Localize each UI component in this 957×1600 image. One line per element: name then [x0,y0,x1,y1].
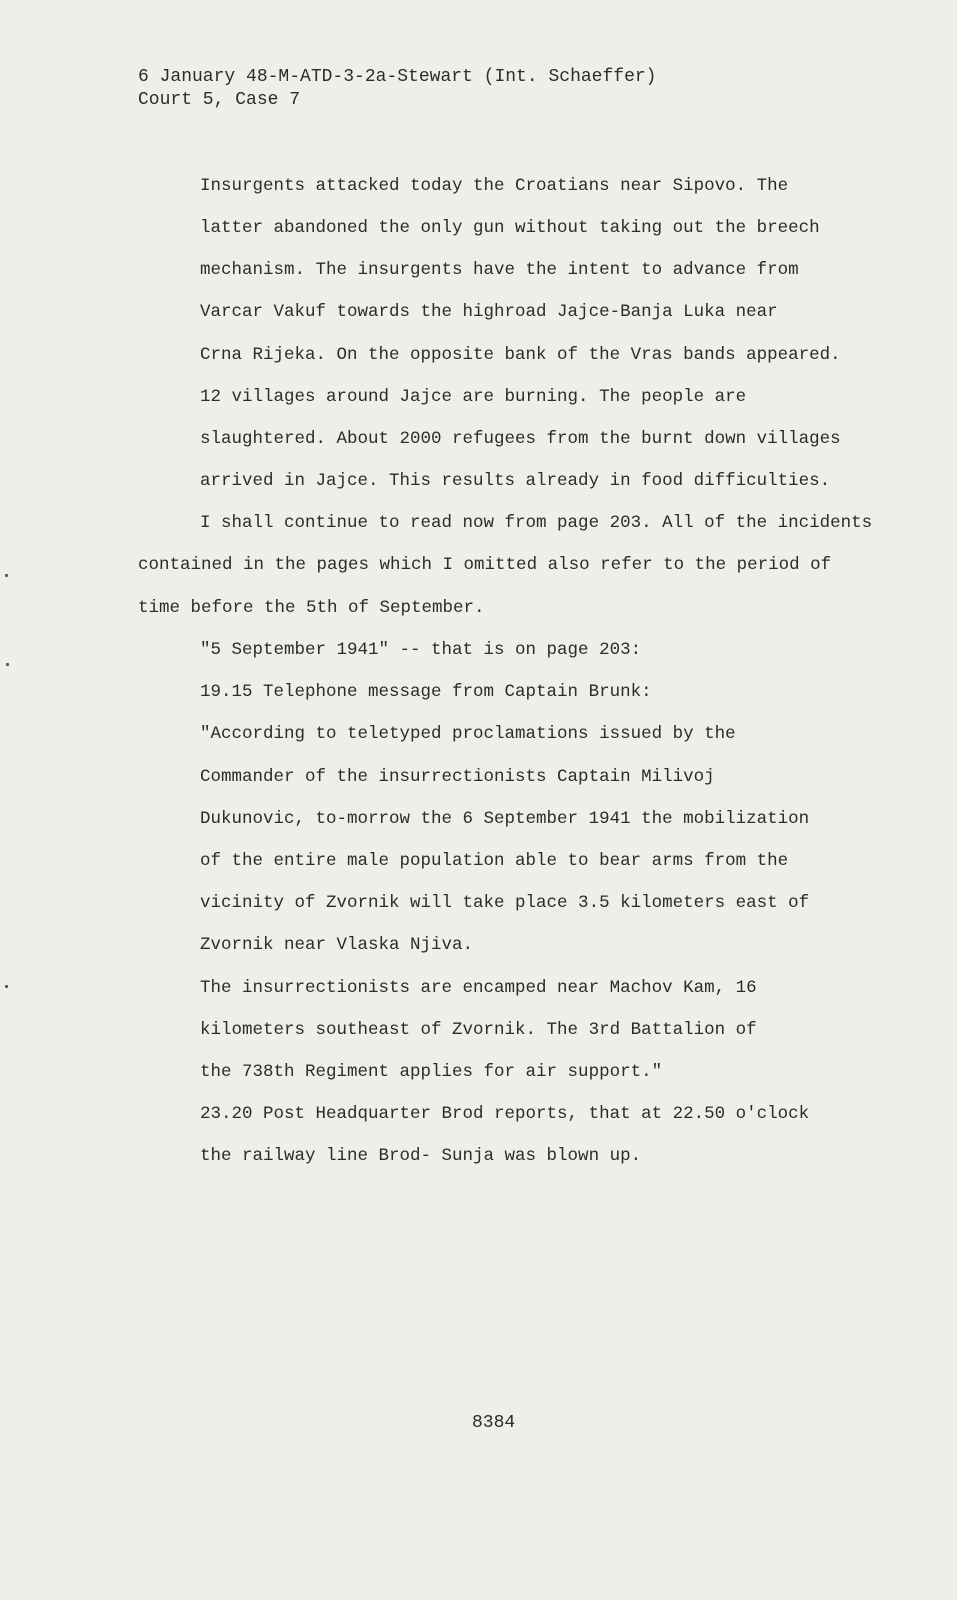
body-line: 23.20 Post Headquarter Brod reports, that at 22.50 o'clock [200,1104,810,1124]
body-line: I shall continue to read now from page 203. All of the incidents [200,513,873,533]
body-line: the railway line Brod- Sunja was blown up. [200,1146,642,1166]
body-line: of the entire male population able to bear arms from the [200,851,789,871]
body-line: the 738th Regiment applies for air support." [200,1062,663,1082]
body-line: "According to teletyped proclamations issued by the [200,724,736,744]
body-line: Zvornik near Vlaska Njiva. [200,935,474,955]
body-line: 19.15 Telephone message from Captain Brunk: [200,682,652,702]
scan-edge-mark [6,663,9,666]
body-line: The insurrectionists are encamped near Machov Kam, 16 [200,978,757,998]
body-line: arrived in Jajce. This results already in food difficulties. [200,471,831,491]
scan-edge-mark [5,985,8,988]
body-line: mechanism. The insurgents have the intent to advance from [200,260,799,280]
body-line: "5 September 1941" -- that is on page 203: [200,640,642,660]
document-header [138,66,656,112]
body-line: Insurgents attacked today the Croatians near Sipovo. The [200,176,789,196]
body-line: Crna Rijeka. On the opposite bank of the Vras bands appeared. [200,345,841,365]
header-line-1: 6 January 48-M-ATD-3-2a-Stewart (Int. Schaeffer) [138,67,657,87]
body-line: slaughtered. About 2000 refugees from the burnt down villages [200,429,841,449]
body-line: Commander of the insurrectionists Captain Milivoj [200,767,715,787]
body-line: time before the 5th of September. [138,598,485,618]
body-line: kilometers southeast of Zvornik. The 3rd Battalion of [200,1020,757,1040]
header-line-2: Court 5, Case 7 [138,90,301,110]
body-line: Dukunovic, to-morrow the 6 September 1941 the mobilization [200,809,810,829]
body-line: 12 villages around Jajce are burning. The people are [200,387,747,407]
body-line: Varcar Vakuf towards the highroad Jajce-Banja Luka near [200,302,778,322]
body-line: latter abandoned the only gun without taking out the breech [200,218,820,238]
page-number: 8384 [472,1413,516,1433]
body-line: contained in the pages which I omitted also refer to the period of [138,555,832,575]
scan-edge-mark [5,574,8,577]
body-line: vicinity of Zvornik will take place 3.5 kilometers east of [200,893,810,913]
